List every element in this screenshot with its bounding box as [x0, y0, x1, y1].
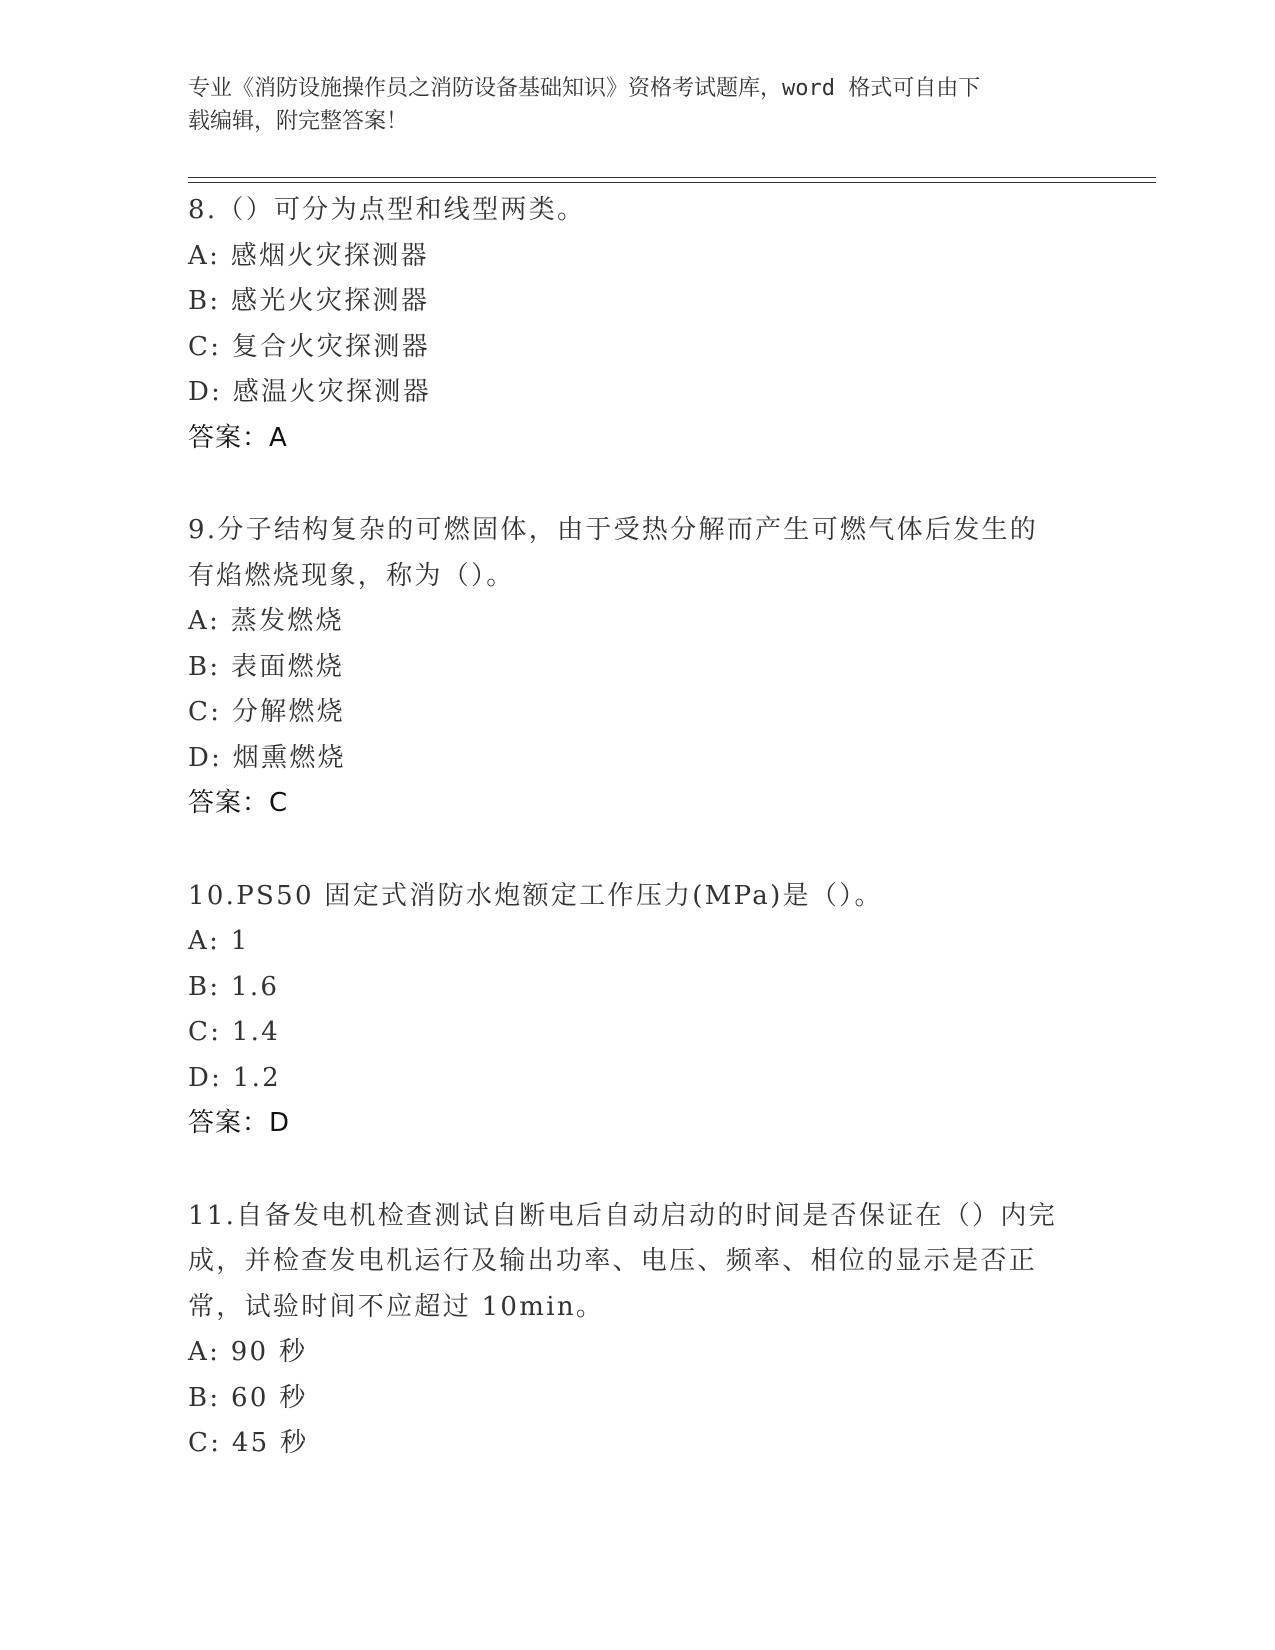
option-a: A: 1	[188, 926, 250, 956]
option-a: A: 90 秒	[188, 1337, 308, 1367]
question-stem: 有焰燃烧现象，称为（）。	[188, 560, 515, 591]
question-stem: 常，试验时间不应超过 10min。	[188, 1291, 605, 1322]
question-8	[188, 188, 1088, 461]
option-b: B: 60 秒	[188, 1382, 308, 1413]
option-c: C: 分解燃烧	[188, 697, 346, 727]
answer-label: 答案：D	[188, 1108, 291, 1138]
header-line-2: 载编辑，附完整答案！	[188, 109, 409, 134]
option-d: D: 感温火灾探测器	[188, 377, 431, 407]
header-line-1: 专业《消防设施操作员之消防设备基础知识》资格考试题库，word 格式可自由下	[188, 76, 981, 101]
document-header	[188, 72, 1088, 138]
question-stem: 11.自备发电机检查测试自断电后自动启动的时间是否保证在（）内完	[188, 1200, 1057, 1231]
option-b: B: 表面燃烧	[188, 651, 345, 682]
option-b: B: 1.6	[188, 971, 280, 1002]
option-a: A: 蒸发燃烧	[188, 606, 344, 636]
option-c: C: 1.4	[188, 1017, 281, 1047]
question-list	[188, 188, 1088, 1514]
option-c: C: 45 秒	[188, 1428, 309, 1458]
header-divider-bottom	[188, 182, 1156, 183]
question-11	[188, 1194, 1088, 1467]
option-a: A: 感烟火灾探测器	[188, 240, 429, 271]
question-stem: 10.PS50 固定式消防水炮额定工作压力(MPa)是（）。	[188, 880, 883, 911]
option-d: D: 烟熏燃烧	[188, 742, 346, 773]
question-9	[188, 508, 1088, 827]
option-b: B: 感光火灾探测器	[188, 286, 430, 316]
answer-label: 答案：C	[188, 788, 289, 818]
option-d: D: 1.2	[188, 1062, 282, 1093]
question-10	[188, 874, 1088, 1147]
answer-label: 答案：A	[188, 422, 288, 453]
header-divider-top	[188, 177, 1156, 178]
question-stem: 9.分子结构复杂的可燃固体，由于受热分解而产生可燃气体后发生的	[188, 515, 1039, 545]
option-c: C: 复合火灾探测器	[188, 331, 430, 362]
question-stem: 8.（）可分为点型和线型两类。	[188, 195, 586, 225]
question-stem: 成，并检查发电机运行及输出功率、电压、频率、相位的显示是否正	[188, 1246, 1038, 1276]
